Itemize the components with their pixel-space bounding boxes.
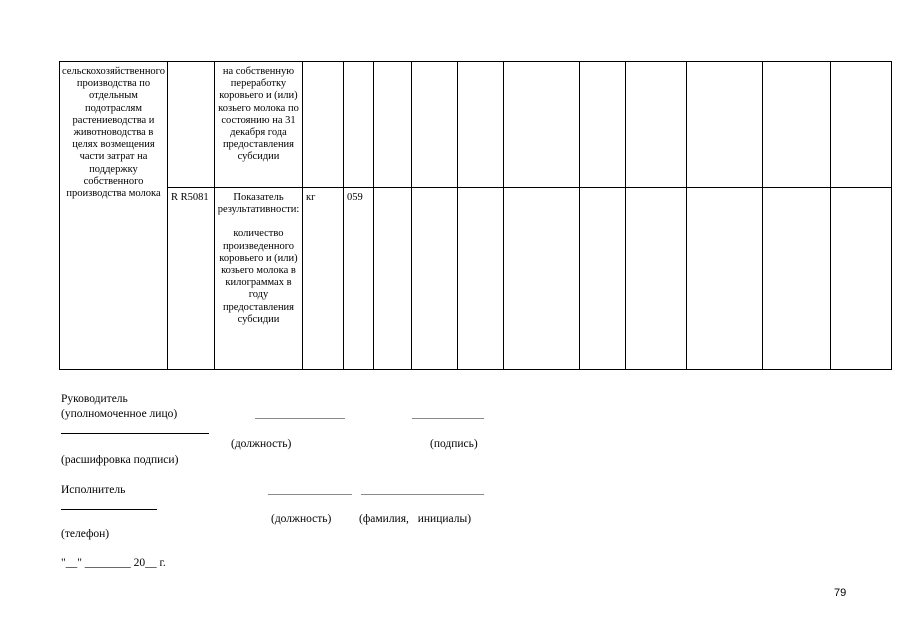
okei-cell (343, 62, 373, 188)
report-table (59, 61, 892, 370)
value-cell (762, 62, 830, 188)
indicator-cell: на собственную переработку коровьего и (или) козьего молока по состоянию на 31 декабря года предоставления субсидии (214, 62, 302, 188)
signature-line (412, 418, 484, 419)
head-label: Руководитель (61, 393, 128, 405)
okei-cell: 059 (343, 188, 373, 370)
value-cell (762, 188, 830, 370)
value-cell (411, 188, 457, 370)
exec-position-line (268, 494, 352, 495)
page-number: 79 (834, 587, 847, 599)
exec-position-caption: (должность) (271, 513, 332, 525)
value-cell (503, 62, 579, 188)
exec-name-line (361, 494, 484, 495)
value-cell (503, 188, 579, 370)
decode-line (61, 433, 209, 434)
table-row (60, 188, 892, 370)
indicator-text: количество произведенного коровьего и (или) козьего молока в килограммах в году предоставления субсидии (219, 228, 298, 325)
code-cell: R R5081 (167, 188, 214, 370)
category-cell: сельскохозяйственного производства по отдельным подотраслям растениеводства и животноводства в целях возмещения части затрат на поддержку собственного производства молока (60, 62, 168, 370)
value-cell (686, 62, 762, 188)
value-cell (830, 188, 891, 370)
indicator-cell (214, 188, 302, 370)
code-cell (167, 62, 214, 188)
phone-caption: (телефон) (61, 528, 110, 540)
value-cell (830, 62, 891, 188)
value-cell (457, 188, 503, 370)
position-caption: (должность) (231, 438, 292, 450)
value-cell (579, 62, 625, 188)
value-cell (457, 62, 503, 188)
value-cell (686, 188, 762, 370)
value-cell (625, 188, 686, 370)
value-cell (579, 188, 625, 370)
value-cell (373, 62, 411, 188)
table-row (60, 62, 892, 188)
executor-label: Исполнитель (61, 484, 126, 496)
position-line (255, 418, 345, 419)
indicator-title: Показатель результативности: (217, 192, 300, 216)
date-line: "__" ________ 20__ г. (61, 557, 166, 569)
value-cell (411, 62, 457, 188)
head-sub-label: (уполномоченное лицо) (61, 408, 178, 420)
value-cell (625, 62, 686, 188)
unit-cell: кг (302, 188, 343, 370)
phone-line (61, 509, 157, 510)
exec-name-caption: (фамилия, инициалы) (359, 513, 472, 525)
signature-caption: (подпись) (430, 438, 478, 450)
value-cell (373, 188, 411, 370)
decode-caption: (расшифровка подписи) (61, 454, 179, 466)
unit-cell (302, 62, 343, 188)
